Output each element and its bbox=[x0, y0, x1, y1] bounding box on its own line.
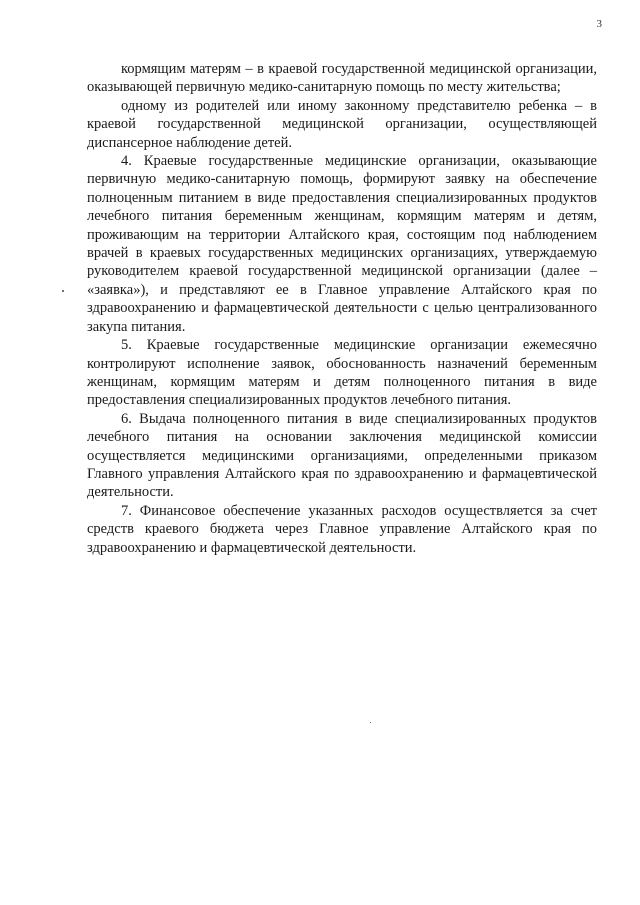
scan-speck bbox=[62, 290, 64, 292]
document-body bbox=[87, 60, 597, 557]
paragraph-item-4: 4. Краевые государственные медицинские организации, оказывающие первичную медико-санитарную помощь, формируют заявку на обеспечение полноценным питанием в виде предоставления специализированных продуктов лечебного питания беременным женщинам, кормящим матерям и детям, проживающим на территории Алтайского края, состоящим под наблюдением врачей в краевых государственных медицинских организациях, утверждаемую руководителем краевой государственной медицинской организации (далее – «заявка»), и представляют ее в Главное управление Алтайского края по здравоохранению и фармацевтической деятельности с целью централизованного закупа питания. bbox=[87, 153, 597, 335]
paragraph-item-7: 7. Финансовое обеспечение указанных расходов осуществляется за счет средств краевого бюджета через Главное управление Алтайского края по здравоохранению и фармацевтической деятельности. bbox=[87, 502, 597, 556]
page-number: 3 bbox=[596, 18, 602, 30]
paragraph-item-6: 6. Выдача полноценного питания в виде специализированных продуктов лечебного питания на основании заключения медицинской комиссии осуществляется медицинскими организациями, определенными приказом Главного управления Алтайского края по здравоохранению и фармацевтической деятельности. bbox=[87, 410, 597, 501]
paragraph-nursing-mothers: кормящим матерям – в краевой государственной медицинской организации, оказывающей первичную медико-санитарную помощь по месту жительства; bbox=[87, 61, 597, 96]
scan-speck bbox=[370, 722, 371, 723]
paragraph-parents: одному из родителей или иному законному представителю ребенка – в краевой государственной медицинской организации, осуществляющей диспансерное наблюдение детей. bbox=[87, 97, 597, 151]
paragraph-item-5: 5. Краевые государственные медицинские организации ежемесячно контролируют исполнение заявок, обоснованность назначений беременным женщинам, кормящим матерям и детям полноценного питания в виде предоставления специализированных продуктов лечебного питания. bbox=[87, 337, 597, 409]
